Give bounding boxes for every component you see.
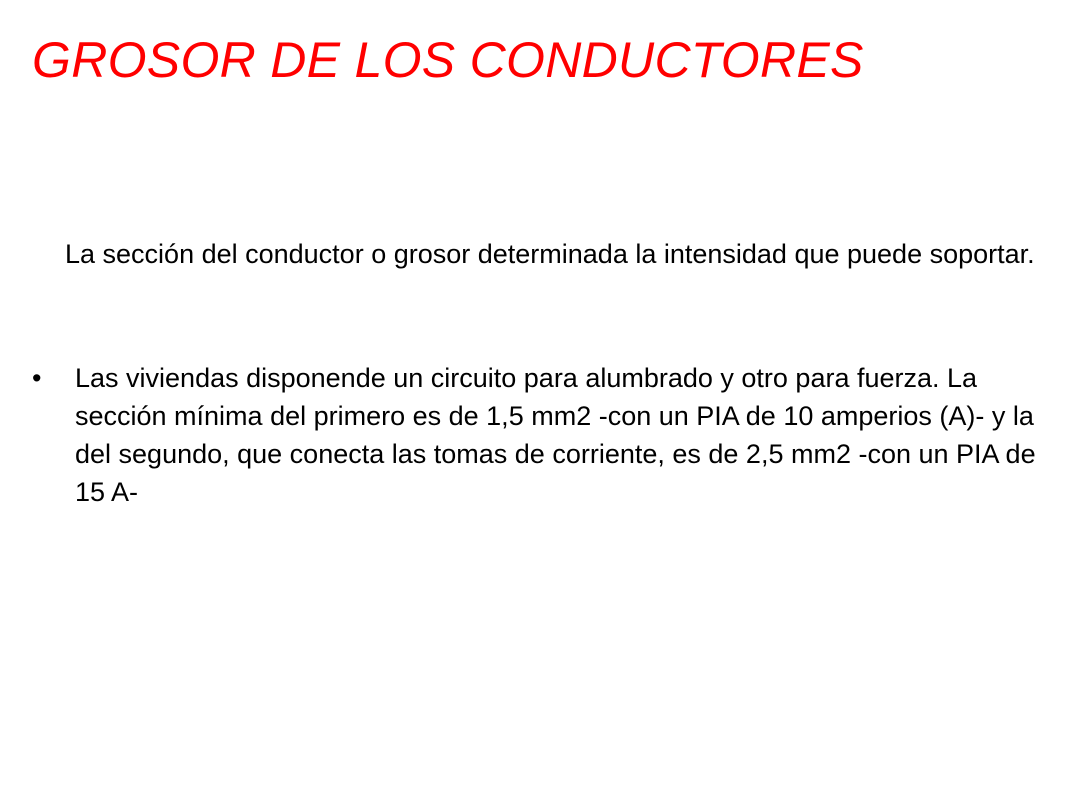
bullet-dot-icon: • <box>32 363 42 393</box>
intro-paragraph: La sección del conductor o grosor determinada la intensidad que puede soportar. <box>65 239 1035 269</box>
bullet-text: Las viviendas disponende un circuito para alumbrado y otro para fuerza. La sección mínima del primero es de 1,5 mm2 -con un PIA de 10 amperios (A)- y la del segundo, que conecta las tomas de corriente, es de 2,5 mm2 -con un PIA de 15 A- <box>75 363 1036 507</box>
bullet-item <box>30 359 1040 511</box>
slide-title: GROSOR DE LOS CONDUCTORES <box>32 32 864 88</box>
bullet-list <box>30 359 1040 511</box>
